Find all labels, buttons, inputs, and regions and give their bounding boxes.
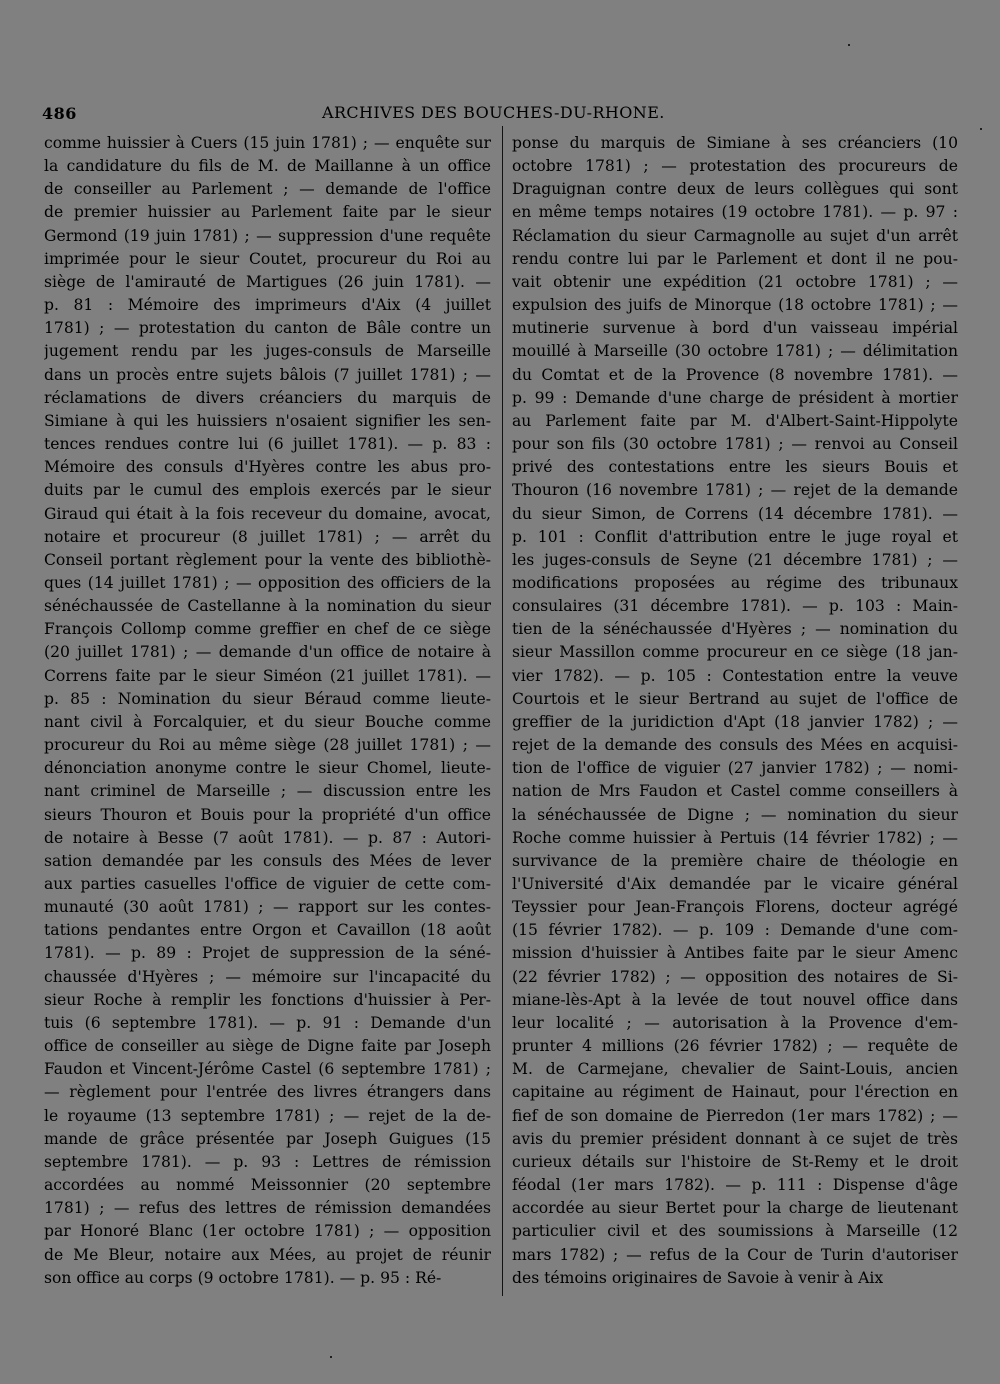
text-line: Roche comme huissier à Pertuis (14 février 1782) ; — [512,828,958,847]
text-line: M. de Carmejane, chevalier de Saint-Louis, ancien [512,1060,958,1079]
text-line: — règlement pour l'entrée des livres étrangers dans [44,1083,491,1102]
text-line: Courtois et le sieur Bertrand au sujet de l'office de [512,689,958,708]
text-line: de Me Bleur, notaire aux Mées, au projet de réunir [44,1245,491,1264]
text-line: pour son fils (30 octobre 1781) ; — renvoi au Conseil [512,435,958,454]
text-line: Conseil portant règlement pour la vente des bibliothè- [44,550,491,569]
text-line: comme huissier à Cuers (15 juin 1781) ; — enquête sur [44,134,491,152]
text-line: accordées au nommé Meissonnier (20 septembre [44,1176,491,1195]
text-line: des témoins originaires de Savoie à venir à Aix [512,1268,884,1287]
text-line: expulsion des juifs de Minorque (18 octobre 1781) ; — [512,296,958,315]
text-line: capitaine au régiment de Hainaut, pour l'érection en [512,1083,958,1102]
right-column [512,132,958,1290]
text-line: (15 février 1782). — p. 109 : Demande d'une com- [512,921,958,940]
text-line: septembre 1781). — p. 93 : Lettres de rémission [44,1152,491,1171]
text-line: de premier huissier au Parlement faite par le sieur [44,203,491,222]
text-line: octobre 1781) ; — protestation des procureurs de [512,157,958,176]
text-line: nant civil à Forcalquier, et du sieur Bouche comme [44,712,491,731]
text-line: nant criminel de Marseille ; — discussion entre les [44,782,491,801]
text-line: (20 juillet 1781) ; — demande d'un office de notaire à [44,643,491,662]
text-line: Faudon et Vincent-Jérôme Castel (6 septembre 1781) ; [44,1060,491,1079]
text-line: jugement rendu par les juges-consuls de Marseille [44,342,491,361]
text-line: mutinerie survenue à bord d'un vaisseau impérial [512,319,958,338]
left-column [44,132,491,1290]
text-line: rendu contre lui par le Parlement et dont il ne pou- [512,249,958,268]
text-line: du sieur Simon, de Correns (14 décembre 1781). — [512,504,958,523]
text-line: sieur Massillon comme procureur en ce siège (18 jan- [512,643,958,662]
text-line: féodal (1er mars 1782). — p. 111 : Dispense d'âge [512,1176,958,1195]
text-line: imprimée pour le sieur Coutet, procureur du Roi au [44,249,491,268]
text-line: ques (14 juillet 1781) ; — opposition des officiers de la [44,573,491,592]
text-line: p. 85 : Nomination du sieur Béraud comme lieute- [44,689,491,708]
text-line: Draguignan contre deux de leurs collègues qui sont [512,180,958,199]
text-line: de conseiller au Parlement ; — demande de l'office [44,180,491,199]
text-line: office de conseiller au siège de Digne faite par Joseph [44,1037,491,1056]
page-number: 486 [42,104,77,123]
text-line: 1781) ; — refus des lettres de rémission demandées [44,1199,491,1218]
text-line: en même temps notaires (19 octobre 1781). — p. 97 : [512,203,958,222]
text-line: tion de l'office de viguier (27 janvier 1782) ; — nomi- [512,759,958,778]
text-line: nation de Mrs Faudon et Castel comme conseillers à [512,782,958,801]
print-speck [330,1356,332,1358]
text-line: particulier civil et des soumissions à Marseille (12 [512,1222,958,1241]
text-line: mission d'huissier à Antibes faite par le sieur Amenc [512,944,958,963]
text-line: survivance de la première chaire de théologie en [512,851,958,870]
text-line: de notaire à Besse (7 août 1781). — p. 87 : Autori- [44,828,491,847]
text-line: réclamations de divers créanciers du marquis de [44,388,491,407]
text-line: du Comtat et de la Provence (8 novembre 1781). — [512,365,958,384]
text-line: miane-lès-Apt à la levée de tout nouvel office dans [512,990,958,1009]
text-line: mouillé à Marseille (30 octobre 1781) ; — délimitation [512,342,958,361]
text-line: la candidature du fils de M. de Maillanne à un office [44,157,491,176]
text-line: notaire et procureur (8 juillet 1781) ; — arrêt du [44,527,491,546]
text-line: ponse du marquis de Simiane à ses créanciers (10 [512,134,958,152]
text-line: le royaume (13 septembre 1781) ; — rejet de la de- [44,1106,491,1125]
text-line: sation demandée par les consuls des Mées de lever [44,851,491,870]
text-line: accordée au sieur Bertet pour la charge de lieutenant [512,1199,958,1218]
text-line: procureur du Roi au même siège (28 juillet 1781) ; — [44,736,491,755]
page-header [0,100,1000,124]
text-line: p. 81 : Mémoire des imprimeurs d'Aix (4 juillet [44,296,491,315]
column-divider [502,126,503,1296]
text-line: p. 99 : Demande d'une charge de président à mortier [512,388,958,407]
text-line: sieurs Thouron et Bouis pour la propriété d'un office [44,805,491,824]
text-line: dans un procès entre sujets bâlois (7 juillet 1781) ; — [44,365,491,384]
text-line: prunter 4 millions (26 février 1782) ; — requête de [512,1037,958,1056]
text-line: fief de son domaine de Pierredon (1er mars 1782) ; — [512,1106,958,1125]
text-line: Giraud qui était à la fois receveur du domaine, avocat, [44,504,491,523]
text-line: Simiane à qui les huissiers n'osaient signifier les sen- [44,411,491,430]
text-line: sieur Roche à remplir les fonctions d'huissier à Per- [44,990,491,1009]
text-line: duits par le cumul des emplois exercés par le sieur [44,481,491,500]
text-line: Réclamation du sieur Carmagnolle au sujet d'un arrêt [512,226,958,245]
text-line: avis du premier président donnant à ce sujet de très [512,1129,958,1148]
text-line: Germond (19 juin 1781) ; — suppression d'une requête [44,226,491,245]
text-line: privé des contestations entre les sieurs Bouis et [512,458,958,477]
text-line: aux parties casuelles l'office de viguier de cette com- [44,875,491,893]
text-line: Thouron (16 novembre 1781) ; — rejet de la demande [512,481,958,500]
text-line: François Collomp comme greffier en chef de ce siège [44,620,491,639]
text-line: au Parlement faite par M. d'Albert-Saint-Hippolyte [512,411,958,430]
text-line: la sénéchaussée de Digne ; — nomination du sieur [512,805,958,824]
text-line: sénéchaussée de Castellanne à la nomination du sieur [44,597,491,616]
text-line: mars 1782) ; — refus de la Cour de Turin d'autoriser [512,1245,958,1264]
text-line: munauté (30 août 1781) ; — rapport sur les contes- [44,898,491,917]
text-line: leur localité ; — autorisation à la Provence d'em- [512,1013,958,1032]
text-line: Correns faite par le sieur Siméon (21 juillet 1781). — [44,666,491,685]
text-line: siège de l'amirauté de Martigues (26 juin 1781). — [44,272,491,291]
text-line: vier 1782). — p. 105 : Contestation entre la veuve [512,666,958,685]
text-line: p. 101 : Conflit d'attribution entre le juge royal et [512,527,958,546]
text-line: mande de grâce présentée par Joseph Guigues (15 [44,1129,491,1148]
text-line: rejet de la demande des consuls des Mées en acquisi- [512,736,958,755]
text-line: greffier de la juridiction d'Apt (18 janvier 1782) ; — [512,712,958,731]
text-line: tations pendantes entre Orgon et Cavaillon (18 août [44,921,491,940]
running-title: ARCHIVES DES BOUCHES-DU-RHONE. [322,103,665,122]
text-line: dénonciation anonyme contre le sieur Chomel, lieute- [44,759,491,778]
print-speck [980,128,982,130]
text-line: par Honoré Blanc (1er octobre 1781) ; — opposition [44,1222,491,1241]
text-line: vait obtenir une expédition (21 octobre 1781) ; — [512,272,958,291]
print-speck [848,44,850,46]
text-line: tien de la sénéchaussée d'Hyères ; — nomination du [512,620,958,639]
text-line: curieux détails sur l'histoire de St-Remy et le droit [512,1152,958,1171]
text-line: Mémoire des consuls d'Hyères contre les abus pro- [44,458,491,477]
text-line: chaussée d'Hyères ; — mémoire sur l'incapacité du [44,967,491,986]
text-line: tences rendues contre lui (6 juillet 1781). — p. 83 : [44,435,491,454]
text-line: l'Université d'Aix demandée par le vicaire général [512,875,958,893]
text-line: Teyssier pour Jean-François Florens, docteur agrégé [512,898,958,917]
text-line: tuis (6 septembre 1781). — p. 91 : Demande d'un [44,1013,491,1032]
text-line: consulaires (31 décembre 1781). — p. 103 : Main- [512,597,958,616]
text-line: (22 février 1782) ; — opposition des notaires de Si- [512,967,958,986]
text-line: les juges-consuls de Seyne (21 décembre 1781) ; — [512,550,958,569]
text-line: 1781) ; — protestation du canton de Bâle contre un [44,319,491,338]
text-line: modifications proposées au régime des tribunaux [512,573,958,592]
text-line: son office au corps (9 octobre 1781). — p. 95 : Ré- [44,1268,442,1287]
text-line: 1781). — p. 89 : Projet de suppression de la séné- [44,944,491,963]
